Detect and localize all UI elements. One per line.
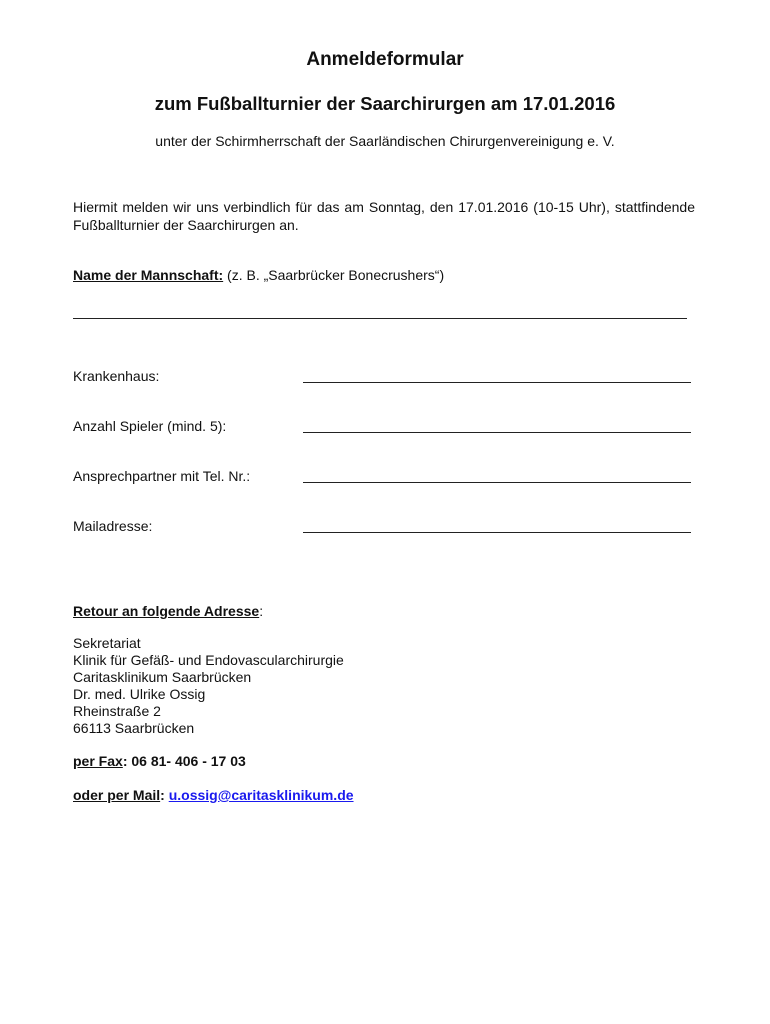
form-title: Anmeldeformular xyxy=(306,49,464,70)
team-name-example: (z. B. „Saarbrücker Bonecrushers“) xyxy=(223,267,445,283)
fax-number: : 06 81- 406 - 17 03 xyxy=(122,753,246,769)
players-count-label: Anzahl Spieler (mind. 5): xyxy=(73,418,227,434)
mail-line xyxy=(73,786,354,804)
fax-label: per Fax xyxy=(73,753,123,769)
team-name-heading xyxy=(73,266,444,284)
team-name-field[interactable] xyxy=(73,318,687,319)
return-address-heading xyxy=(73,602,263,620)
address-line: Rheinstraße 2 xyxy=(73,703,161,719)
return-address-colon: : xyxy=(259,603,264,619)
return-address-block xyxy=(73,635,344,737)
hospital-label: Krankenhaus: xyxy=(73,368,160,384)
address-line: Dr. med. Ulrike Ossig xyxy=(73,686,206,702)
address-line: Caritasklinikum Saarbrücken xyxy=(73,669,252,685)
return-address-label: Retour an folgende Adresse xyxy=(73,603,260,619)
mail-colon: : xyxy=(160,787,169,803)
email-field[interactable] xyxy=(303,532,691,533)
patronage-note: unter der Schirmherrschaft der Saarländischen Chirurgenvereinigung e. V. xyxy=(155,133,615,149)
email-label: Mailadresse: xyxy=(73,518,153,534)
mail-label: oder per Mail xyxy=(73,787,161,803)
form-subtitle: zum Fußballturnier der Saarchirurgen am 17.01.2016 xyxy=(154,93,616,114)
address-line: Klinik für Gefäß- und Endovascularchirurgie xyxy=(73,652,344,668)
email-link[interactable]: u.ossig@caritasklinikum.de xyxy=(168,787,354,803)
intro-paragraph: Hiermit melden wir uns verbindlich für das am Sonntag, den 17.01.2016 (10-15 Uhr), stattfindende Fußballturnier der Saarchirurgen an. xyxy=(73,199,695,233)
team-name-label: Name der Mannschaft: xyxy=(73,267,224,283)
fax-line xyxy=(73,752,246,770)
contact-person-field[interactable] xyxy=(303,482,691,483)
players-count-field[interactable] xyxy=(303,432,691,433)
contact-person-label: Ansprechpartner mit Tel. Nr.: xyxy=(73,468,251,484)
address-line: 66113 Saarbrücken xyxy=(73,720,195,736)
hospital-field[interactable] xyxy=(303,382,691,383)
address-line: Sekretariat xyxy=(73,635,141,651)
